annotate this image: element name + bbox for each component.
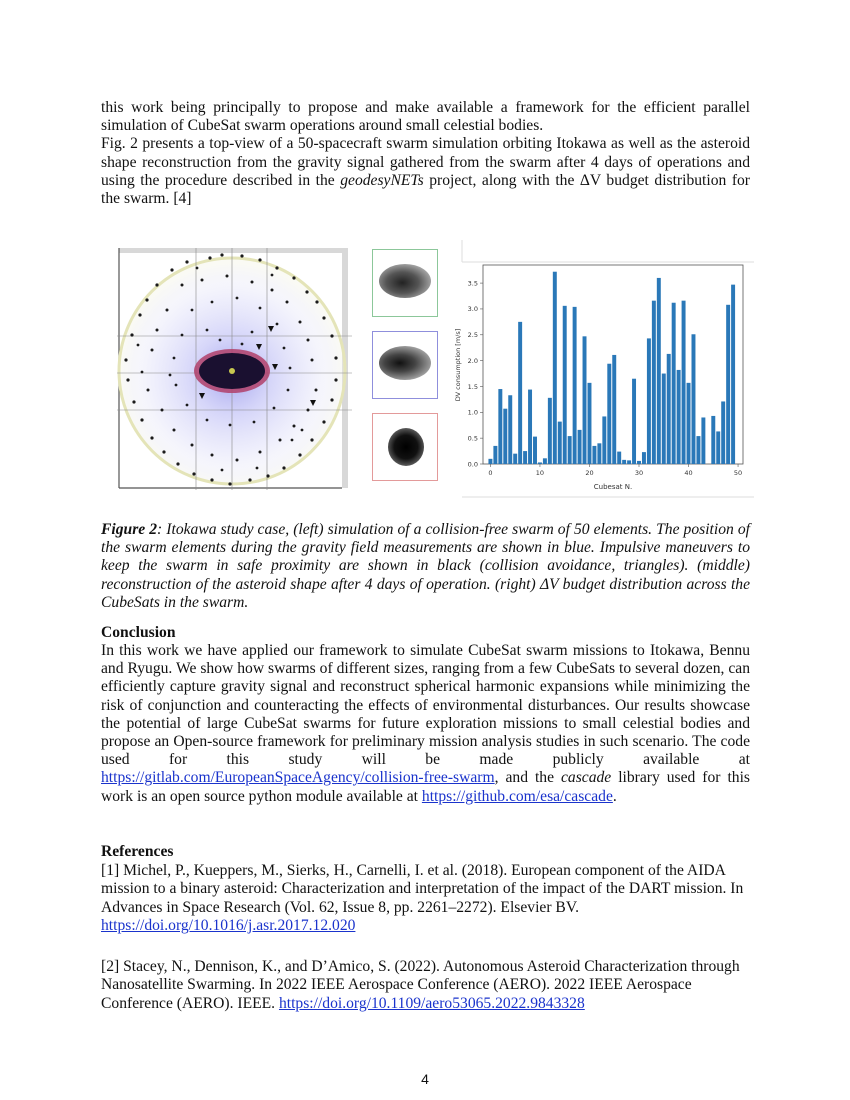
x-tick-label: 20 — [585, 469, 594, 477]
conclusion-heading: Conclusion — [101, 624, 176, 641]
caption-text: : Itokawa study case, (left) simulation of a collision-free swarm of 50 elements. The position of the swarm elements during the gravity field measurements are shown in blue. Impulsive maneuvers to keep the swarm in safe proximity are shown in black (collision avoidance, triangles). (middle) reconstruction of the asteroid shape after 4 days of operation. (right) ΔV budget distribution across the CubeSats in the swarm. — [101, 521, 750, 611]
reference-1-doi-link[interactable]: https://doi.org/10.1016/j.asr.2017.12.020 — [101, 917, 356, 935]
x-tick-label: 50 — [733, 469, 743, 477]
conclusion-text-mid: , and the — [494, 769, 561, 787]
x-tick-label: 0 — [488, 469, 493, 477]
y-tick-label: 0.5 — [467, 434, 478, 443]
bar — [493, 446, 497, 464]
bar — [523, 451, 527, 464]
bar — [682, 301, 686, 464]
bar — [533, 437, 537, 464]
x-tick-label: 30 — [634, 469, 644, 477]
bar — [716, 431, 720, 464]
bar — [503, 409, 507, 464]
bar — [578, 430, 582, 464]
bar — [563, 306, 567, 464]
x-axis-label: Cubesat N. — [593, 483, 633, 491]
bar — [691, 334, 695, 464]
bar — [647, 338, 651, 464]
reference-1-text: [1] Michel, P., Kueppers, M., Sierks, H., Carnelli, I. et al. (2018). European component of the AIDA mission to a binary asteroid: Characterization and interpretation of the impact of the DART mission. In Advances in Space Research (Vol. 62, Issue 8, pp. 2261–2272). Elsevier BV. — [101, 862, 744, 916]
bar — [573, 307, 577, 464]
conclusion-text-end: . — [612, 787, 617, 805]
bar — [662, 374, 666, 464]
y-tick-label: 3.0 — [467, 305, 478, 314]
figure-caption — [101, 521, 750, 612]
reference-2-text: [2] Stacey, N., Dennison, K., and D’Amico, S. (2022). Autonomous Asteroid Characterization through Nanosatellite Swarming. In 2022 IEEE Aerospace Conference (AERO). 2022 IEEE Aerospace Conference (AERO). IEEE. — [101, 958, 740, 1012]
bar — [607, 364, 611, 464]
y-tick-label: 2.0 — [467, 356, 478, 365]
bar — [488, 459, 492, 464]
bar — [652, 301, 656, 464]
y-tick-label: 1.5 — [467, 382, 478, 391]
y-axis-label: DV consumption [m/s] — [454, 328, 462, 402]
y-tick-label: 2.5 — [467, 331, 478, 340]
bar — [617, 452, 621, 464]
bar — [726, 305, 730, 464]
geodesynets-italic: geodesyNETs — [340, 171, 424, 189]
bar — [711, 416, 715, 464]
bar — [587, 383, 591, 464]
bar — [558, 422, 562, 464]
bar — [597, 443, 601, 464]
page-number: 4 — [421, 1071, 429, 1087]
asteroid-shape-reconstructions — [368, 249, 448, 499]
swarm-simulation-plot — [112, 240, 352, 498]
gitlab-link[interactable]: https://gitlab.com/EuropeanSpaceAgency/collision-free-swarm — [101, 769, 495, 787]
bar — [622, 460, 626, 464]
y-tick-label: 3.5 — [467, 279, 478, 288]
y-tick-label: 0.0 — [467, 460, 478, 469]
conclusion-text-mid2: library used for this work is an open source python module available at — [101, 769, 750, 805]
bar — [627, 460, 631, 464]
bar — [687, 383, 691, 464]
asteroid-shape-sphere — [388, 428, 424, 466]
bar — [543, 458, 547, 464]
bar — [538, 462, 542, 464]
intro-text: this work being principally to propose and make available a framework for the efficient parallel simulation of CubeSat swarm operations around small celestial bodies. — [101, 99, 750, 135]
conclusion-paragraph — [101, 642, 750, 806]
bar — [508, 395, 512, 464]
bar — [612, 355, 616, 464]
asteroid-shape-elongated — [379, 264, 431, 298]
asteroid-shape-bean — [379, 346, 431, 380]
reference-2 — [101, 958, 761, 1013]
bar — [672, 303, 676, 464]
references-heading: References — [101, 843, 174, 860]
github-link[interactable]: https://github.com/esa/cascade — [421, 787, 613, 805]
cascade-italic: cascade — [561, 769, 612, 787]
shape-frame-green — [372, 249, 438, 317]
bar — [518, 322, 522, 464]
figure-2 — [108, 235, 763, 505]
bar — [602, 416, 606, 464]
bar — [667, 354, 671, 464]
bar — [632, 379, 636, 464]
y-tick-label: 1.0 — [467, 408, 478, 417]
bar — [592, 446, 596, 464]
bar — [701, 417, 705, 464]
bar — [513, 454, 517, 464]
bar — [721, 401, 725, 464]
bar — [553, 272, 557, 464]
bar — [583, 336, 587, 464]
bar — [657, 278, 661, 464]
bar — [677, 370, 681, 464]
bar — [642, 452, 646, 464]
fig-ref-text: Fig. 2 presents a top-view of a 50-spacecraft swarm simulation orbiting Itokawa as well as the asteroid shape reconstruction from the gravity signal gathered from the swarm after 4 days of operations and using the procedure described in the — [101, 135, 750, 189]
intro-paragraph — [101, 99, 750, 208]
conclusion-text: In this work we have applied our framework to simulate CubeSat swarm missions to Itokawa, Bennu and Ryugu. We show how swarms of different sizes, ranging from a few CubeSats to several dozen, can efficiently capture gravity signal and reconstruct spherical harmonic expansions while minimizing the risk of conjunction and counteracting the effects of environmental disturbances. Our results showcase the potential of large CubeSat swarms for future exploration missions to small celestial bodies and propose an Open-source framework for preliminary mission analysis studies in such scenario. The code used for this study will be made publicly available at — [101, 642, 750, 769]
bar — [731, 285, 735, 464]
reference-1 — [101, 862, 761, 936]
bar — [696, 436, 700, 464]
bar — [568, 436, 572, 464]
reference-2-doi-link[interactable]: https://doi.org/10.1109/aero53065.2022.9843328 — [278, 994, 585, 1012]
bar — [528, 390, 532, 464]
x-tick-label: 40 — [684, 469, 693, 477]
dv-budget-bar-chart — [454, 235, 763, 503]
bar — [637, 461, 641, 464]
fig-ref-text-end: project, along with the ΔV budget distribution for the swarm. [4] — [101, 171, 751, 208]
caption-label: Figure 2 — [101, 521, 158, 538]
bar — [548, 398, 552, 464]
x-tick-label: 10 — [535, 469, 545, 477]
shape-frame-blue — [372, 331, 438, 399]
shape-frame-red — [372, 413, 438, 481]
bar — [498, 389, 502, 464]
